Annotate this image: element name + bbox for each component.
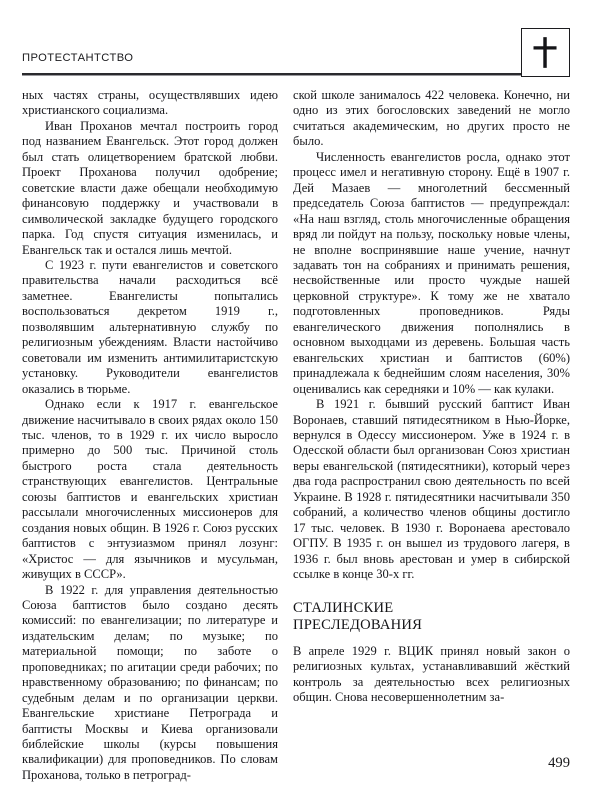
paragraph: В апреле 1929 г. ВЦИК принял новый закон о религиозных культах, устанавливавший жёсткий контроль за деятельностью всех религиозных общин. Снова несовершеннолетним за- [293,643,570,705]
paragraph: Иван Проханов мечтал построить город под названием Евангельск. Этот город должен был стать олицетворением братской любви. Проект Проханова получил одобрение; советские власти даже обещали необходимую финансовую поддержку и участвовали в символической закладке будущего городского парка. Год спустя ситуация изменилась, и Евангельск так и остался лишь мечтой. [22,118,278,257]
section-heading-line-1: СТАЛИНСКИЕ [293,599,394,616]
page-number: 499 [548,755,570,771]
body-column-right [293,88,570,706]
paragraph: В 1922 г. для управления деятельностью Союза баптистов было создано десять комиссий: по евангелизации; по литературе и издательским делам; по музыке; по материальной помощи; по заботе о проповедниках; по агитации среди рабочих; по нравственному образованию; по финансам; по судебным делам и по организации церкви. Евангельские христиане Петрограда и баптисты Москвы и Киева организовали библейские школы (курсы повышения квалификации) для проповедников. По словам Проханова, только в петроград- [22,582,278,782]
running-head [22,51,522,71]
emblem-box [521,28,570,77]
section-heading [293,600,570,635]
running-head-title: ПРОТЕСТАНТСТВО [22,52,134,64]
body-column-left [22,88,278,783]
paragraph: Однако если к 1917 г. евангельское движение насчитывало в своих рядах около 150 тыс. членов, то в 1929 г. их число выросло примерно до 500 тыс. Причиной столь быстрого роста стала деятельность странствующих евангелистов. Центральные союзы баптистов и евангельских христиан рассылали многочисленных миссионеров для создания новых общин. В 1926 г. Союз русских баптистов с энтузиазмом принял лозунг: «Христос — для язычников и мусульман, живущих в СССР». [22,397,278,582]
header-rule [22,73,522,76]
paragraph: Численность евангелистов росла, однако этот процесс имел и негативную сторону. Ещё в 1907 г. Дей Мазаев — многолетний бессменный председатель Союза баптистов — предупреждал: «На наш взгляд, столь многочисленные обращения вряд ли пойдут на пользу, поскольку новые члены, не вполне воспринявшие наше учение, начнут задавать тон на собраниях и принимать решения, несвойственные или просто чуждые нашей церковной структуре». К тому же не хватало подготовленных проповедников. Ряды евангелического движения пополнялись в основном выходцами из деревень. Большая часть евангельских христиан и баптистов (60%) принадлежала к беднейшим слоям населения, 30% оценивались как середняки и 10% — как кулаки. [293,149,570,396]
paragraph: С 1923 г. пути евангелистов и советского правительства начали расходиться всё заметнее. Евангелисты попытались воспользоваться декретом 1919 г., позволявшим альтернативную службу по религиозным убеждениям. Власти настойчиво советовали им изменить антимилитаристскую установку. Руководители евангелистов оказались в тюрьме. [22,257,278,396]
paragraph: В 1921 г. бывший русский баптист Иван Воронаев, ставший пятидесятником в Нью-Йорке, вернулся в Одессу миссионером. Уже в 1924 г. в Одесской области был организован Союз христиан веры евангельской (пятидесятники), который через два года распространил свою деятельность по всей Украине. В 1928 г. пятидесятники насчитывали 350 собраний, а количество членов общины достигло 17 тыс. человек. В 1930 г. Воронаева арестовало ОГПУ. В 1935 г. он вышел из трудового лагеря, в 1936 г. был вновь арестован и умер в сибирской ссылке в конце 30-х гг. [293,397,570,582]
section-heading-line-2: ПРЕСЛЕДОВАНИЯ [293,617,423,634]
paragraph: ных частях страны, осуществлявших идею христианского социализма. [22,88,278,118]
cross-icon [522,29,569,76]
paragraph: ской школе занималось 422 человека. Конечно, ни одно из этих богословских заведений не могло считаться академическим, но других просто не было. [293,88,570,149]
